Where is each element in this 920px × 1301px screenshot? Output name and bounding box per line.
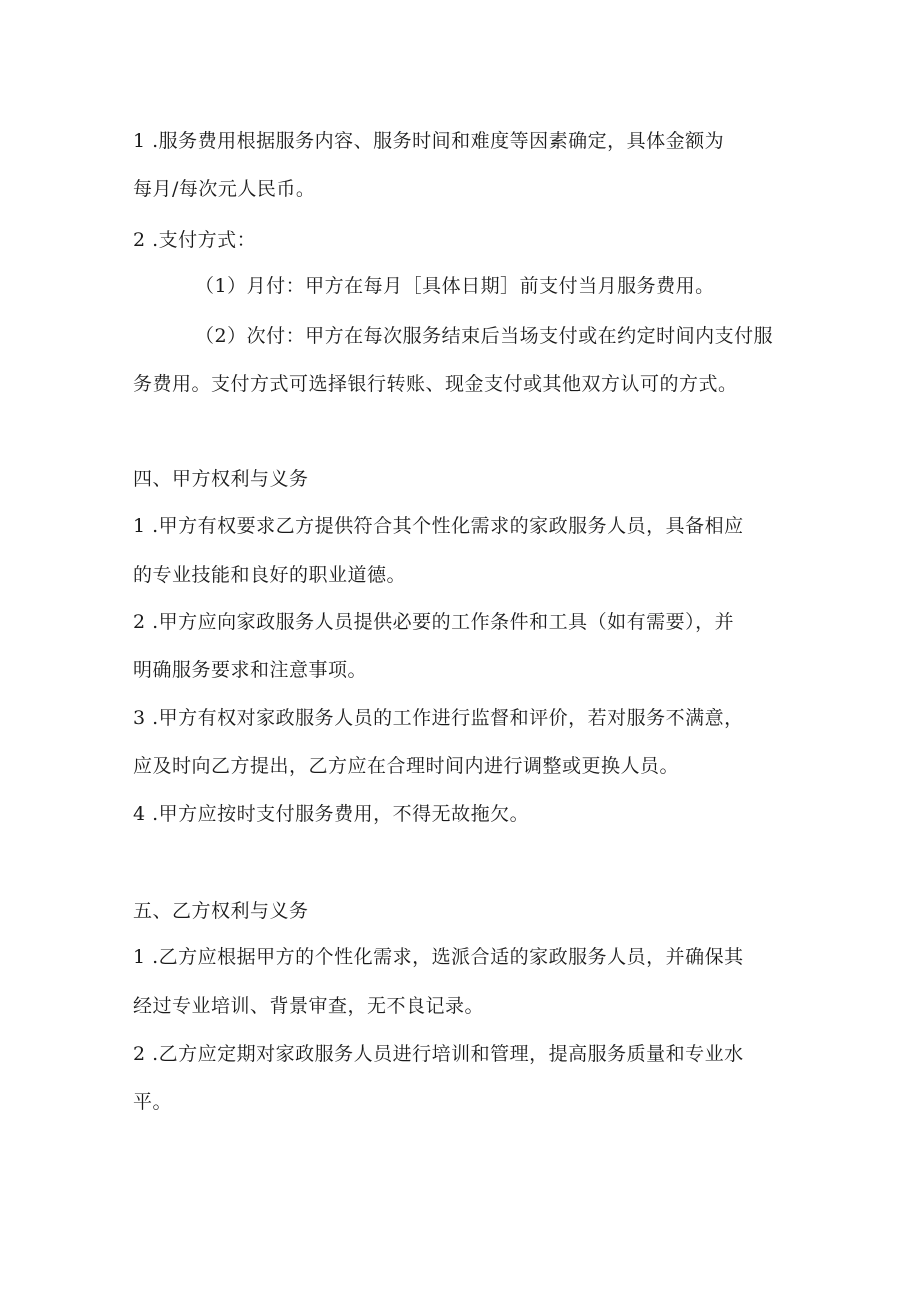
party-a-item-2-line-1: 2 .甲方应向家政服务人员提供必要的工作条件和工具（如有需要），并 bbox=[133, 611, 735, 633]
party-a-item-4: 4 .甲方应按时支付服务费用，不得无故拖欠。 bbox=[133, 803, 530, 825]
payment-method-item: 2 .支付方式： bbox=[133, 229, 257, 251]
party-b-item-1-line-1: 1 .乙方应根据甲方的个性化需求，选派合适的家政服务人员，并确保其 bbox=[133, 946, 744, 968]
fee-item-1-line-2: 每月/每次元人民币。 bbox=[133, 178, 316, 200]
monthly-payment-item: （1）月付：甲方在每月［具体日期］前支付当月服务费用。 bbox=[195, 275, 715, 297]
party-b-item-1-line-2: 经过专业培训、背景审查，无不良记录。 bbox=[133, 995, 485, 1017]
party-b-item-2-line-2: 平。 bbox=[133, 1091, 173, 1113]
per-service-payment-line-2: 务费用。支付方式可选择银行转账、现金支付或其他双方认可的方式。 bbox=[133, 373, 738, 395]
section-4-heading: 四、甲方权利与义务 bbox=[133, 468, 309, 490]
per-service-payment-line-1: （2）次付：甲方在每次服务结束后当场支付或在约定时间内支付服 bbox=[195, 325, 774, 347]
fee-item-1-line-1: 1 .服务费用根据服务内容、服务时间和难度等因素确定，具体金额为 bbox=[133, 130, 725, 152]
party-b-item-2-line-1: 2 .乙方应定期对家政服务人员进行培训和管理，提高服务质量和专业水 bbox=[133, 1043, 744, 1065]
party-a-item-2-line-2: 明确服务要求和注意事项。 bbox=[133, 659, 368, 681]
party-a-item-3-line-2: 应及时向乙方提出，乙方应在合理时间内进行调整或更换人员。 bbox=[133, 755, 680, 777]
section-5-heading: 五、乙方权利与义务 bbox=[133, 900, 309, 922]
party-a-item-1-line-1: 1 .甲方有权要求乙方提供符合其个性化需求的家政服务人员，具备相应 bbox=[133, 515, 744, 537]
party-a-item-3-line-1: 3 .甲方有权对家政服务人员的工作进行监督和评价，若对服务不满意， bbox=[133, 707, 744, 729]
party-a-item-1-line-2: 的专业技能和良好的职业道德。 bbox=[133, 564, 407, 586]
